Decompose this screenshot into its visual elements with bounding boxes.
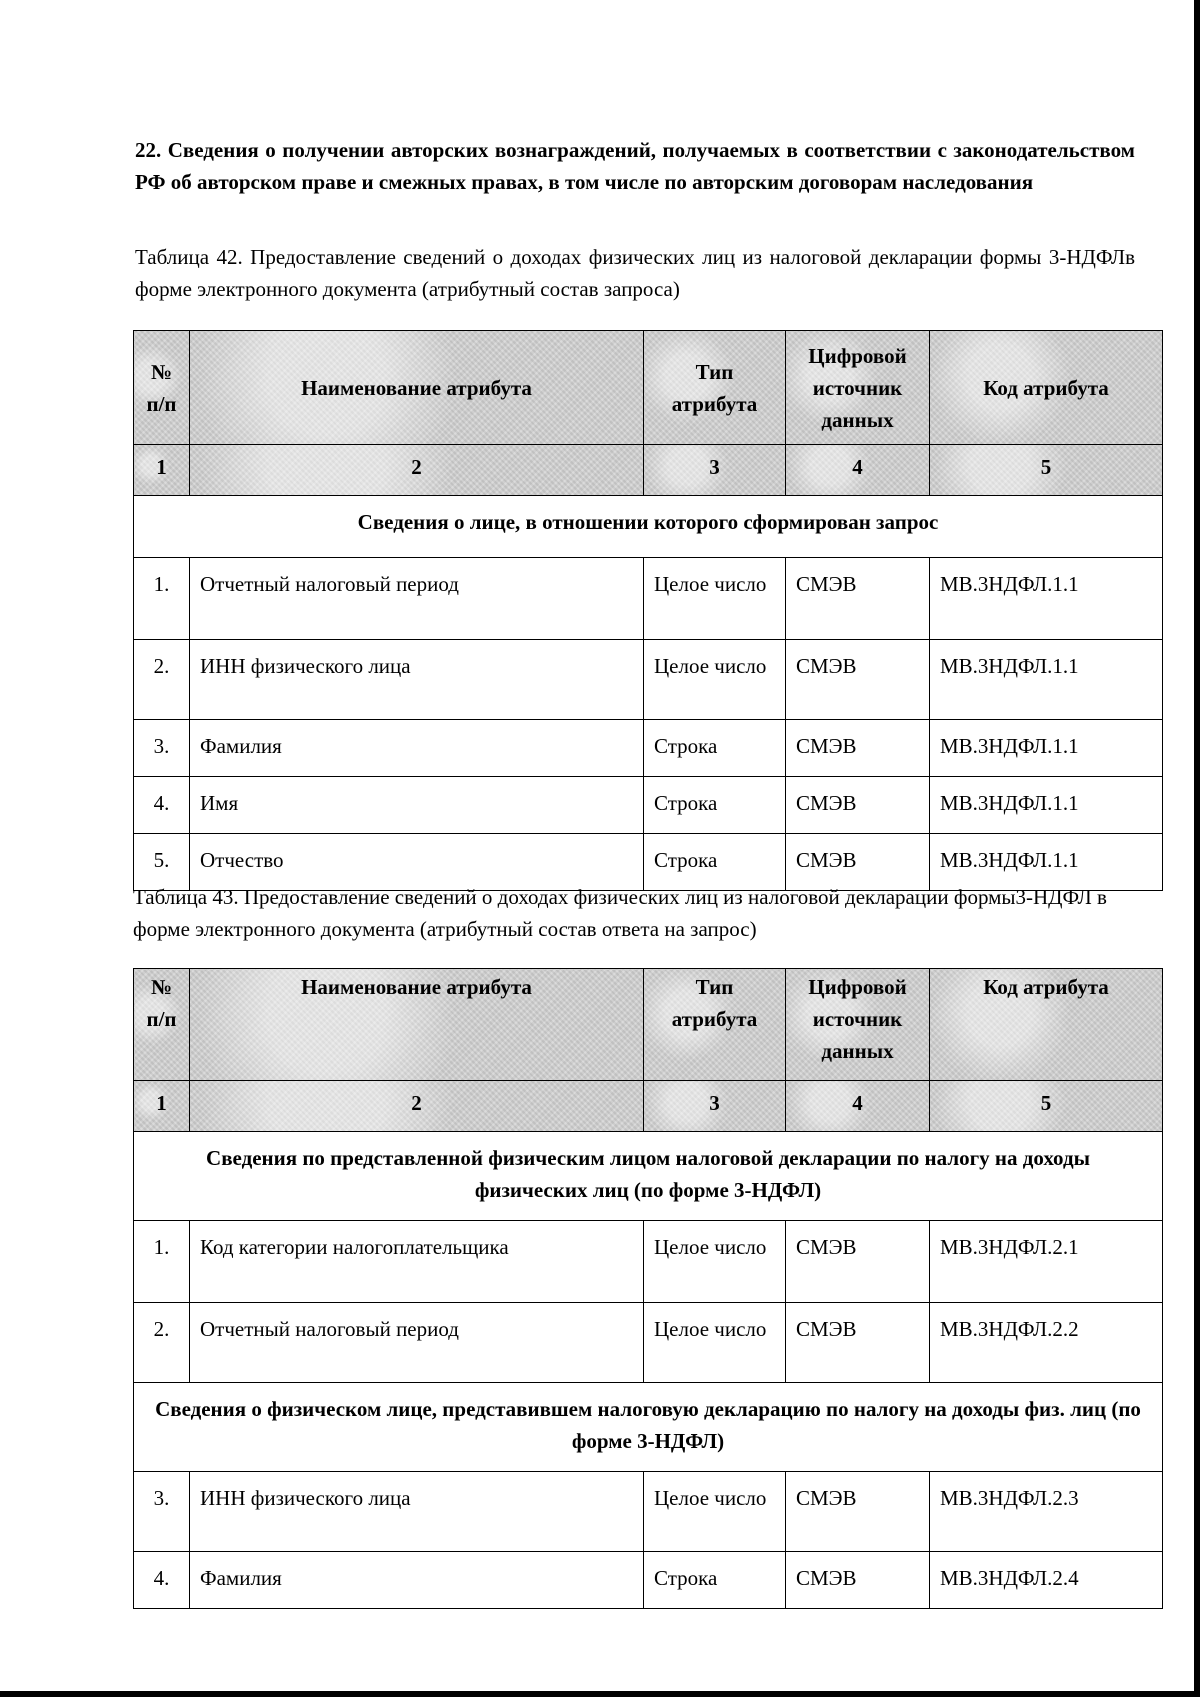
column-number: 5 xyxy=(930,445,1163,496)
row-number: 4. xyxy=(134,1552,190,1609)
header-cell: Цифровой источник данных xyxy=(786,331,930,445)
column-number-row xyxy=(134,1081,1163,1132)
table-row xyxy=(134,1303,1163,1383)
row-number: 1. xyxy=(134,1221,190,1303)
header-cell: Код атрибута xyxy=(930,969,1163,1081)
table-row xyxy=(134,1472,1163,1552)
attribute-type: Строка xyxy=(644,1552,786,1609)
attribute-code: МВ.3НДФЛ.1.1 xyxy=(930,834,1163,891)
attribute-type: Строка xyxy=(644,834,786,891)
table-row xyxy=(134,1552,1163,1609)
section-title: Сведения о физическом лице, представившем налоговую декларацию по налогу на доходы физ. лиц (по форме 3-НДФЛ) xyxy=(134,1383,1163,1472)
column-number: 3 xyxy=(644,1081,786,1132)
column-number: 1 xyxy=(134,445,190,496)
row-number: 5. xyxy=(134,834,190,891)
attribute-name: Отчество xyxy=(190,834,644,891)
data-source: СМЭВ xyxy=(786,1472,930,1552)
attribute-code: МВ.3НДФЛ.2.1 xyxy=(930,1221,1163,1303)
header-cell: Наименование атрибута xyxy=(190,969,644,1081)
attribute-type: Строка xyxy=(644,720,786,777)
header-cell: № п/п xyxy=(134,969,190,1081)
table-42-caption: Таблица 42. Предоставление сведений о доходах физических лиц из налоговой декларации формы 3-НДФЛв форме электронного документа (атрибутный состав запроса) xyxy=(135,245,1135,301)
table-43 xyxy=(133,968,1163,1609)
column-number: 5 xyxy=(930,1081,1163,1132)
table-row xyxy=(134,1221,1163,1303)
row-number: 3. xyxy=(134,720,190,777)
scan-border-right xyxy=(1194,0,1200,1697)
attribute-code: МВ.3НДФЛ.1.1 xyxy=(930,777,1163,834)
section-row xyxy=(134,496,1163,558)
attribute-name: Отчетный налоговый период xyxy=(190,1303,644,1383)
attribute-type: Целое число xyxy=(644,1303,786,1383)
attribute-code: МВ.3НДФЛ.1.1 xyxy=(930,558,1163,640)
row-number: 2. xyxy=(134,640,190,720)
data-source: СМЭВ xyxy=(786,1221,930,1303)
data-source: СМЭВ xyxy=(786,777,930,834)
section-title: Сведения о лице, в отношении которого сформирован запрос xyxy=(134,496,1163,558)
column-number: 4 xyxy=(786,1081,930,1132)
attribute-name: Код категории налогоплательщика xyxy=(190,1221,644,1303)
section-row xyxy=(134,1132,1163,1221)
column-number: 2 xyxy=(190,1081,644,1132)
attribute-type: Целое число xyxy=(644,558,786,640)
attribute-type: Целое число xyxy=(644,1472,786,1552)
attribute-code: МВ.3НДФЛ.1.1 xyxy=(930,720,1163,777)
attribute-name: Отчетный налоговый период xyxy=(190,558,644,640)
column-number: 1 xyxy=(134,1081,190,1132)
attribute-name: ИНН физического лица xyxy=(190,640,644,720)
attribute-code: МВ.3НДФЛ.2.2 xyxy=(930,1303,1163,1383)
row-number: 4. xyxy=(134,777,190,834)
data-source: СМЭВ xyxy=(786,1552,930,1609)
attribute-name: ИНН физического лица xyxy=(190,1472,644,1552)
row-number: 1. xyxy=(134,558,190,640)
table-header-row xyxy=(134,331,1163,445)
data-source: СМЭВ xyxy=(786,1303,930,1383)
header-cell: Код атрибута xyxy=(930,331,1163,445)
table-row xyxy=(134,640,1163,720)
table-43-caption: Таблица 43. Предоставление сведений о доходах физических лиц из налоговой декларации формы3-НДФЛ в форме электронного документа (атрибутный состав ответа на запрос) xyxy=(133,885,1107,941)
attribute-code: МВ.3НДФЛ.2.3 xyxy=(930,1472,1163,1552)
attribute-type: Целое число xyxy=(644,640,786,720)
column-number: 3 xyxy=(644,445,786,496)
data-source: СМЭВ xyxy=(786,720,930,777)
scan-border-bottom xyxy=(0,1691,1200,1697)
attribute-code: МВ.3НДФЛ.1.1 xyxy=(930,640,1163,720)
column-number: 4 xyxy=(786,445,930,496)
header-cell: Тип атрибута xyxy=(644,331,786,445)
row-number: 2. xyxy=(134,1303,190,1383)
header-cell: Цифровой источник данных xyxy=(786,969,930,1081)
data-source: СМЭВ xyxy=(786,834,930,891)
row-number: 3. xyxy=(134,1472,190,1552)
column-number-row xyxy=(134,445,1163,496)
attribute-type: Целое число xyxy=(644,1221,786,1303)
section-heading: 22. Сведения о получении авторских вознаграждений, получаемых в соответствии с законодательством РФ об авторском праве и смежных правах, в том числе по авторским договорам наследования xyxy=(135,138,1135,194)
attribute-name: Имя xyxy=(190,777,644,834)
column-number: 2 xyxy=(190,445,644,496)
section-title: Сведения по представленной физическим лицом налоговой декларации по налогу на доходы физических лиц (по форме 3-НДФЛ) xyxy=(134,1132,1163,1221)
table-row xyxy=(134,720,1163,777)
attribute-code: МВ.3НДФЛ.2.4 xyxy=(930,1552,1163,1609)
data-source: СМЭВ xyxy=(786,640,930,720)
data-source: СМЭВ xyxy=(786,558,930,640)
section-row xyxy=(134,1383,1163,1472)
table-row xyxy=(134,777,1163,834)
header-cell: Наименование атрибута xyxy=(190,331,644,445)
attribute-type: Строка xyxy=(644,777,786,834)
attribute-name: Фамилия xyxy=(190,1552,644,1609)
table-row xyxy=(134,558,1163,640)
table-header-row xyxy=(134,969,1163,1081)
attribute-name: Фамилия xyxy=(190,720,644,777)
header-cell: Тип атрибута xyxy=(644,969,786,1081)
table-42 xyxy=(133,330,1163,891)
header-cell: № п/п xyxy=(134,331,190,445)
